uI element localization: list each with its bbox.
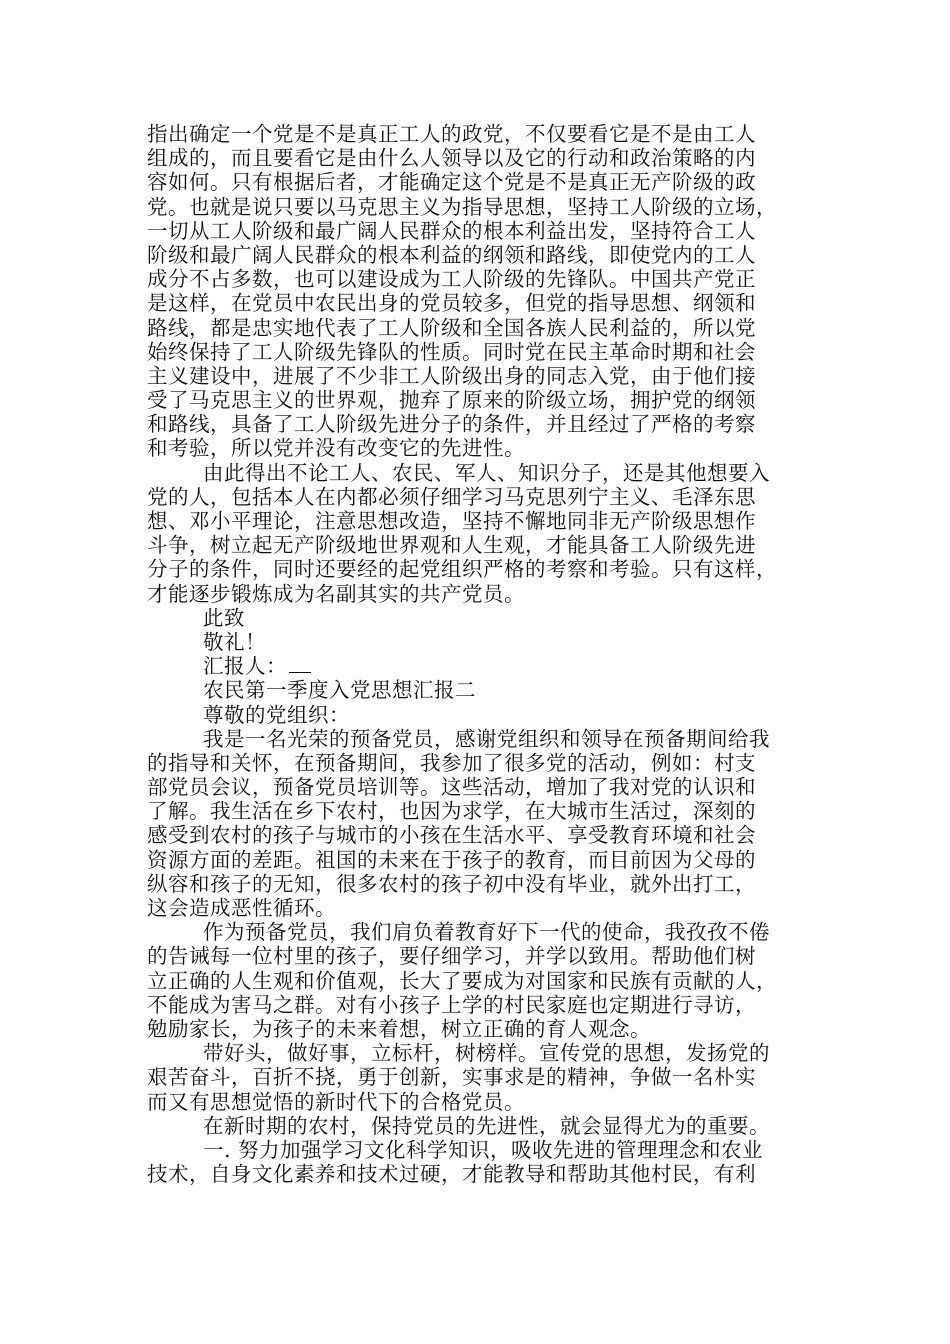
text-line [147,316,807,340]
text-line [147,848,807,872]
text-line-content: 主义建设中，进展了不少非工人阶级出身的同志入党，由于他们接 [147,363,756,388]
text-line [147,485,807,509]
text-line [147,122,807,146]
text-line [147,1017,807,1041]
text-line-content: 技术，自身文化素养和技术过硬，才能教导和帮助其他村民，有利 [147,1162,756,1187]
text-line [147,291,807,315]
text-line [147,1090,807,1114]
text-line [147,340,807,364]
text-line-content: 阶级和最广阔人民群众的根本利益的纲领和路线，即使党内的工人 [147,242,756,267]
text-line [147,823,807,847]
text-line [147,509,807,533]
text-line-content: 容如何。只有根据后者，才能确定这个党是不是真正无产阶级的政 [147,170,756,195]
text-line [147,436,807,460]
text-line [147,896,807,920]
text-line-content: 尊敬的党组织： [203,702,350,727]
text-line-content: 资源方面的差距。祖国的未来在于孩子的教育，而目前因为父母的 [147,847,756,872]
text-line-content: 由此得出不论工人、农民、军人、知识分子，还是其他想要入 [203,460,770,485]
text-line-content: 而又有思想觉悟的新时代下的合格党员。 [147,1089,525,1114]
text-line [147,388,807,412]
text-line-content: 纵容和孩子的无知，很多农村的孩子初中没有毕业，就外出打工， [147,871,756,896]
text-line-content: 这会造成恶性循环。 [147,896,336,920]
text-line [147,678,807,702]
text-line-content: 在新时期的农村，保持党员的先进性，就会显得尤为的重要。 [203,1113,770,1138]
text-line [147,243,807,267]
text-line-content: 和考验，所以党并没有改变它的先进性。 [147,436,525,461]
text-line [147,1041,807,1065]
signature-blank [289,654,311,673]
text-line-content: 党的人，包括本人在内都必须仔细学习马克思列宁主义、毛泽东思 [147,484,756,509]
text-line [147,775,807,799]
text-line [147,703,807,727]
text-line [147,1138,807,1162]
text-line [147,727,807,751]
text-line-content: 此致 [203,605,245,630]
text-line-content: 分子的条件，同时还要经的起党组织严格的考察和考验。只有这样， [147,557,777,582]
text-line-content: 感受到农村的孩子与城市的小孩在生活水平、享受教育环境和社会 [147,823,756,848]
text-line-content: 一切从工人阶级和最广阔人民群众的根本利益出发，坚持符合工人 [147,218,756,243]
text-line-content: 和路线，具备了工人阶级先进分子的条件，并且经过了严格的考察 [147,412,756,437]
text-line [147,654,807,678]
text-line-content: 作为预备党员，我们肩负着教育好下一代的使命，我孜孜不倦 [203,920,770,945]
text-line [147,799,807,823]
text-line [147,219,807,243]
text-line-content: 成分不占多数，也可以建设成为工人阶级的先锋队。中国共产党正 [147,267,756,292]
text-line-content: 一. 努力加强学习文化科学知识，吸收先进的管理理念和农业 [203,1137,764,1162]
text-line [147,993,807,1017]
text-line-content: 才能逐步锻炼成为名副其实的共产党员。 [147,581,525,606]
text-line-content: 的指导和关怀，在预备期间，我参加了很多党的活动，例如：村支 [147,750,756,775]
text-line-content: 我是一名光荣的预备党员，感谢党组织和领导在预备期间给我 [203,726,770,751]
text-line-content: 指出确定一个党是不是真正工人的政党，不仅要看它是不是由工人 [147,122,756,146]
text-line-content: 立正确的人生观和价值观，长大了要成为对国家和民族有贡献的人， [147,968,777,993]
text-line-content: 受了马克思主义的世界观，抛弃了原来的阶级立场，拥护党的纲领 [147,388,756,413]
text-line [147,1065,807,1089]
text-line-content: 想、邓小平理论，注意思想改造，坚持不懈地同非无产阶级思想作 [147,509,756,533]
text-line [147,557,807,581]
text-line-content: 部党员会议，预备党员培训等。这些活动，增加了我对党的认识和 [147,775,756,800]
text-line [147,1114,807,1138]
text-line-content: 了解。我生活在乡下农村，也因为求学，在大城市生活过，深刻的 [147,799,756,824]
text-line-content: 党。也就是说只要以马克思主义为指导思想，坚持工人阶级的立场， [147,194,777,219]
text-line [147,969,807,993]
text-line-content: 汇报人： [203,654,287,679]
text-line-content: 敬礼！ [203,629,266,654]
text-line [147,146,807,170]
text-line-content: 艰苦奋斗，百折不挠，勇于创新，实事求是的精神，争做一名朴实 [147,1065,756,1090]
text-line [147,582,807,606]
document-page [147,122,807,1186]
text-line [147,195,807,219]
text-line-content: 斗争，树立起无产阶级地世界观和人生观，才能具备工人阶级先进 [147,533,756,558]
text-line [147,412,807,436]
text-line [147,461,807,485]
text-line [147,872,807,896]
text-line-content: 不能成为害马之群。对有小孩子上学的村民家庭也定期进行寻访， [147,992,756,1017]
text-line-content: 农民第一季度入党思想汇报二 [203,678,476,703]
text-line [147,364,807,388]
text-line [147,920,807,944]
text-line-content: 勉励家长，为孩子的未来着想，树立正确的育人观念。 [147,1016,651,1041]
text-line-content: 带好头，做好事，立标杆，树榜样。宣传党的思想，发扬党的 [203,1041,770,1066]
text-line [147,606,807,630]
text-line [147,751,807,775]
text-line-content: 始终保持了工人阶级先锋队的性质。同时党在民主革命时期和社会 [147,339,756,364]
text-line [147,630,807,654]
text-line-content: 组成的，而且要看它是由什么人领导以及它的行动和政治策略的内 [147,146,756,171]
text-line [147,533,807,557]
text-line [147,267,807,291]
text-line [147,944,807,968]
text-line [147,1162,807,1186]
text-line [147,170,807,194]
text-line-content: 的告诫每一位村里的孩子，要仔细学习，并学以致用。帮助他们树 [147,944,756,969]
text-line-content: 路线，都是忠实地代表了工人阶级和全国各族人民利益的，所以党 [147,315,756,340]
text-line-content: 是这样，在党员中农民出身的党员较多，但党的指导思想、纲领和 [147,291,756,316]
